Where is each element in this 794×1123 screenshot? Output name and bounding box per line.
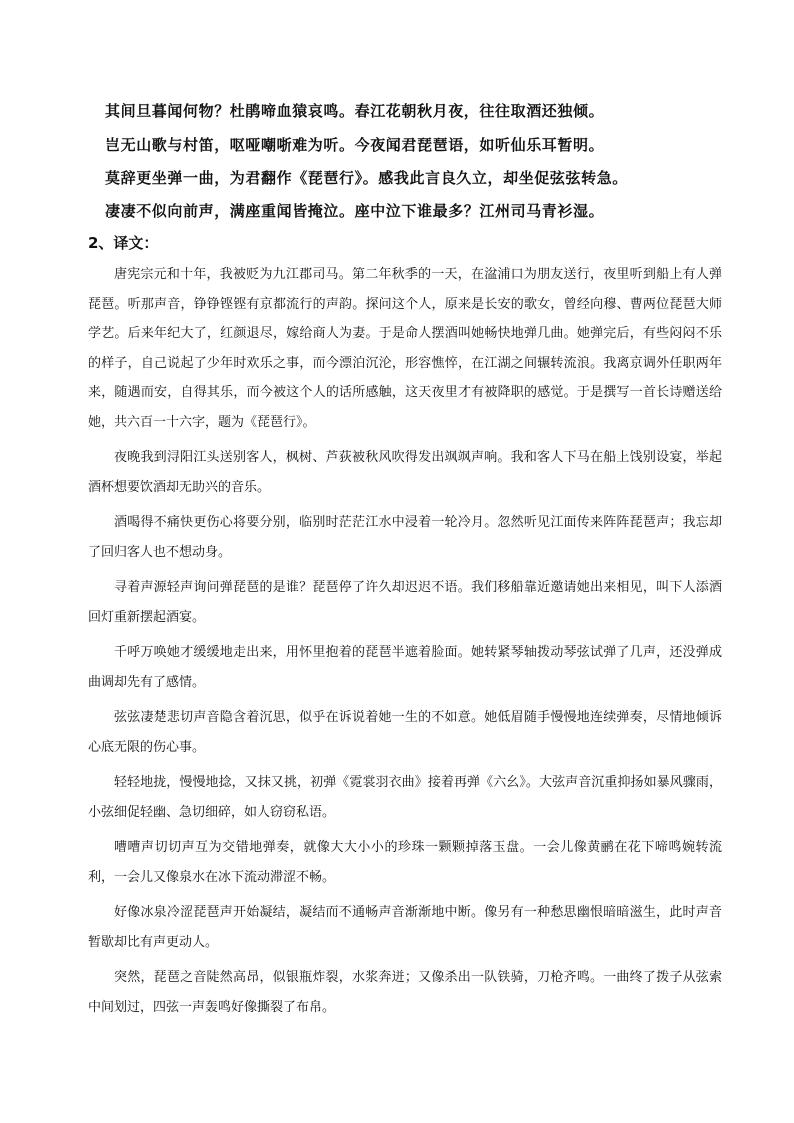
translation-paragraph: 弦弦凄楚悲切声音隐含着沉思，似乎在诉说着她一生的不如意。她低眉随手慢慢地连续弹奏，尽情地倾诉心底无限的伤心事。 [88,710,722,755]
translation-body [88,260,722,1028]
translation-paragraph: 好像冰泉冷涩琵琶声开始凝结，凝结而不通畅声音渐渐地中断。像另有一种愁思幽恨暗暗滋生，此时声音暂歇却比有声更动人。 [88,905,722,950]
section-heading: 2、译文： [88,234,159,252]
translation-paragraph: 嘈嘈声切切声互为交错地弹奏，就像大大小小的珍珠一颗颗掉落玉盘。一会儿像黄鹂在花下啼鸣婉转流利，一会儿又像泉水在冰下流动滞涩不畅。 [88,840,722,885]
translation-paragraph: 突然，琵琶之音陡然高昂，似银瓶炸裂，水浆奔迸；又像杀出一队铁骑，刀枪齐鸣。一曲终了拨子从弦索中间划过，四弦一声轰鸣好像撕裂了布帛。 [88,970,722,1015]
translation-paragraph: 酒喝得不痛快更伤心将要分别，临别时茫茫江水中浸着一轮冷月。忽然听见江面传来阵阵琵琶声；我忘却了回归客人也不想动身。 [88,515,722,560]
poem-line: 莫辞更坐弹一曲，为君翻作《琵琶行》。感我此言良久立，却坐促弦弦转急。 [105,169,628,187]
translation-paragraph: 寻着声源轻声询问弹琵琶的是谁？琵琶停了许久却迟迟不语。我们移船靠近邀请她出来相见，叫下人添酒回灯重新摆起酒宴。 [88,580,722,625]
poem-line: 岂无山歌与村笛，呕哑嘲哳难为听。今夜闻君琵琶语，如听仙乐耳暂明。 [105,136,605,154]
translation-paragraph: 夜晚我到浔阳江头送别客人，枫树、芦荻被秋风吹得发出飒飒声响。我和客人下马在船上饯别设宴，举起酒杯想要饮酒却无助兴的音乐。 [88,450,722,495]
poem-line: 其间旦暮闻何物？杜鹃啼血猿哀鸣。春江花朝秋月夜，往往取酒还独倾。 [105,102,605,120]
translation-paragraph: 唐宪宗元和十年，我被贬为九江郡司马。第二年秋季的一天，在湓浦口为朋友送行，夜里听到船上有人弹琵琶。听那声音，铮铮铿铿有京都流行的声韵。探问这个人，原来是长安的歌女，曾经向穆、曹两位琵琶大师学艺。后来年纪大了，红颜退尽，嫁给商人为妻。于是命人摆酒叫她畅快地弹几曲。她弹完后，有些闷闷不乐的样子，自己说起了少年时欢乐之事，而今漂泊沉沦，形容憔悴，在江湖之间辗转流浪。我离京调外任职两年来，随遇而安，自得其乐，而今被这个人的话所感触，这天夜里才有被降职的感觉。于是撰写一首长诗赠送给她，共六百一十六字，题为《琵琶行》。 [88,267,722,430]
poem-line: 凄凄不似向前声，满座重闻皆掩泣。座中泣下谁最多？江州司马青衫湿。 [105,202,605,220]
translation-paragraph: 千呼万唤她才缓缓地走出来，用怀里抱着的琵琶半遮着脸面。她转紧琴轴拨动琴弦试弹了几声，还没弹成曲调却先有了感情。 [88,645,722,690]
translation-paragraph: 轻轻地拢，慢慢地捻，又抹又挑，初弹《霓裳羽衣曲》接着再弹《六幺》。大弦声音沉重抑扬如暴风骤雨，小弦细促轻幽、急切细碎，如人窃窃私语。 [88,775,722,820]
